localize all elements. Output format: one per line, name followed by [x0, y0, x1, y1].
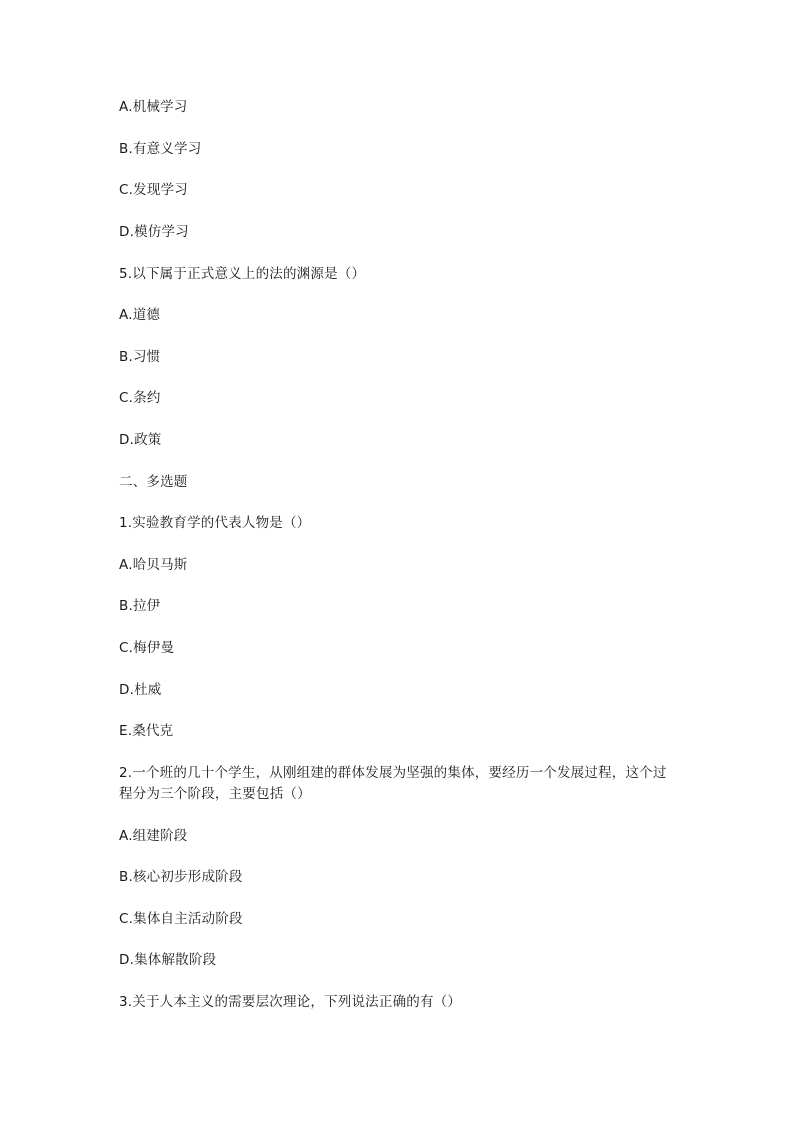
mc-q1-option-d: D.杜威: [119, 682, 162, 698]
mc-q1-option-e: E.桑代克: [119, 723, 174, 739]
q5-option-a: A.道德: [119, 307, 161, 323]
mc-question-3: 3.关于人本主义的需要层次理论，下列说法正确的有（）: [119, 994, 462, 1010]
mc-q1-option-a: A.哈贝马斯: [119, 557, 188, 573]
option-b-meaningful-learning: B.有意义学习: [119, 141, 202, 157]
q5-option-c: C.条约: [119, 390, 161, 406]
mc-q1-option-c: C.梅伊曼: [119, 640, 175, 656]
q5-option-b: B.习惯: [119, 349, 161, 365]
mc-question-2: 2.一个班的几十个学生，从刚组建的群体发展为坚强的集体，要经历一个发展过程，这个过程分为三个阶段，主要包括（）: [119, 765, 667, 802]
option-a-mechanical-learning: A.机械学习: [119, 99, 188, 115]
mc-question-1: 1.实验教育学的代表人物是（）: [119, 515, 311, 531]
section-heading-multiple-choice: 二、多选题: [119, 474, 188, 490]
mc-q2-option-d: D.集体解散阶段: [119, 952, 217, 968]
q5-option-d: D.政策: [119, 432, 162, 448]
mc-q1-option-b: B.拉伊: [119, 598, 161, 614]
option-d-imitation-learning: D.模仿学习: [119, 224, 189, 240]
mc-q2-option-a: A.组建阶段: [119, 828, 188, 844]
question-5: 5.以下属于正式意义上的法的渊源是（）: [119, 266, 366, 282]
mc-q2-option-b: B.核心初步形成阶段: [119, 869, 243, 885]
option-c-discovery-learning: C.发现学习: [119, 182, 188, 198]
mc-q2-option-c: C.集体自主活动阶段: [119, 911, 243, 927]
